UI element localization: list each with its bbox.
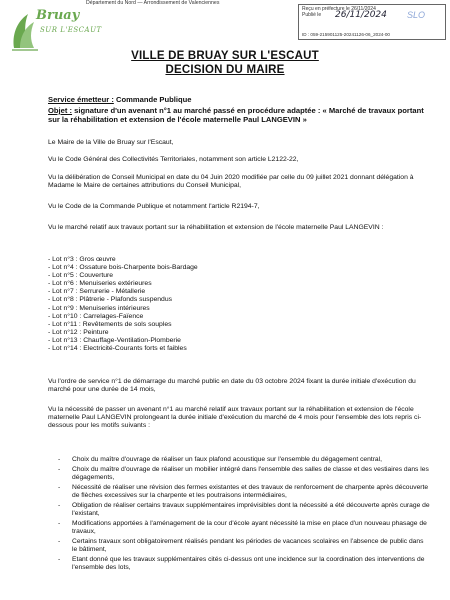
paragraph-avenant: Vu la nécessité de passer un avenant n°1 au marché relatif aux travaux portant sur la réhabilitation et extension de l'école maternelle Paul LANGEVIN prolongeant la durée initiale d'exécution du marché de 4 mois pour l'ensemble des lots repris ci-dessous pour les motifs suivants : — [48, 406, 422, 430]
list-item: - Lot n°14 : Electricité-Courants forts et faibles — [48, 345, 187, 353]
paragraph-maire: Le Maire de la Ville de Bruay sur l'Escaut, — [48, 139, 174, 146]
paragraph-code-commande: Vu le Code de la Commande Publique et notamment l'article R2194-7, — [48, 203, 260, 210]
list-item: - Choix du maître d'ouvrage de réaliser un mobilier intégré dans l'ensemble des salles de classe et des vestiaires dans les dégagements, — [58, 466, 430, 482]
list-item: - Choix du maître d'ouvrage de réaliser un faux plafond acoustique sur l'ensemble du dégagement central, — [58, 456, 430, 464]
stamp-published: Publié le — [302, 12, 322, 18]
objet-label: Objet : — [48, 106, 73, 115]
list-item: - Lot n°12 : Peinture — [48, 328, 109, 336]
service-value: Commande Publique — [113, 95, 192, 104]
list-item: - Certains travaux sont obligatoirement réalisés pendant les périodes de vacances scolaires en l'absence de public dans le bâtiment, — [58, 538, 430, 554]
list-item: - Lot n°10 : Carrelages-Faïence — [48, 312, 144, 320]
list-item: - Lot n°4 : Ossature bois-Charpente bois-Bardage — [48, 264, 198, 272]
logo-subtitle: SUR L'ESCAUT — [40, 26, 102, 34]
lots-list — [48, 256, 348, 353]
objet-text: signature d'un avenant n°1 au marché passé en procédure adaptée : « Marché de travaux portant sur la réhabilitation et extension de l'école maternelle Paul LANGEVIN » — [48, 106, 424, 124]
stamp-id: ID : 059-215901125-20241126-06_2024-00 — [302, 32, 390, 37]
list-item: - Lot n°7 : Serrurerie - Métallerie — [48, 288, 146, 296]
stamp-signature-mark: SLO — [407, 10, 426, 20]
service-line — [48, 96, 428, 104]
paragraph-deliberation: Vu la délibération de Conseil Municipal en date du 04 Juin 2020 modifiée par celle du 09 juillet 2021 donnant délégation à Madame le Maire de certaines attributions du Conseil Municipal, — [48, 174, 414, 190]
list-item: - Etant donné que les travaux supplémentaires cités ci-dessus ont une incidence sur la coordination des interventions de l'ensemble des lots, — [58, 556, 430, 572]
list-item: - Lot n°9 : Menuiseries intérieures — [48, 304, 150, 312]
list-item: - Lot n°13 : Chauffage-Ventilation-Plomberie — [48, 336, 181, 344]
list-item: - Lot n°5 : Couverture — [48, 272, 114, 280]
paragraph-cgct: Vu le Code Général des Collectivités Territoriales, notamment son article L2122-22, — [48, 156, 299, 163]
paragraph-marche: Vu le marché relatif aux travaux portant sur la réhabilitation et extension de l'école maternelle Paul LANGEVIN : — [48, 224, 384, 231]
logo-name: Bruay — [36, 8, 80, 23]
document-title: VILLE DE BRUAY SUR L'ESCAUT — [131, 50, 319, 62]
service-label: Service émetteur : — [48, 95, 114, 104]
document-subtitle: DECISION DU MAIRE — [165, 64, 285, 76]
list-item: - Lot n°11 : Revêtements de sols souples — [48, 320, 172, 328]
prefecture-stamp — [298, 4, 446, 40]
header-cut-text: Département du Nord — Arrondissement de Valenciennes — [86, 0, 220, 6]
motifs-list — [58, 456, 430, 574]
list-item: - Lot n°6 : Menuiseries extérieures — [48, 280, 152, 288]
list-item: - Modifications apportées à l'aménagement de la cour d'école ayant nécessité la mise en place d'un nouveau phasage de travaux, — [58, 520, 430, 536]
stamp-received: Reçu en préfecture le 26/11/2024 — [302, 6, 376, 12]
list-item: - Nécessité de réaliser une révision des fermes existantes et des travaux de renforcement de charpente après découverte de flèches excessives sur la charpente et les poutraisons intermédiaires, — [58, 484, 430, 500]
paragraph-ordre-service: Vu l'ordre de service n°1 de démarrage du marché public en date du 03 octobre 2024 fixant la durée initiale d'exécution du marché pour une durée de 14 mois, — [48, 378, 416, 394]
stamp-handwritten-date: 26/11/2024 — [335, 10, 387, 20]
objet-line — [48, 106, 428, 124]
list-item: - Lot n°8 : Plâtrerie - Plafonds suspendus — [48, 296, 172, 304]
list-item: - Obligation de réaliser certains travaux supplémentaires imprévisibles dont la nécessité a été découverte après curage de l'existant, — [58, 502, 430, 518]
list-item: - Lot n°3 : Gros œuvre — [48, 256, 116, 263]
